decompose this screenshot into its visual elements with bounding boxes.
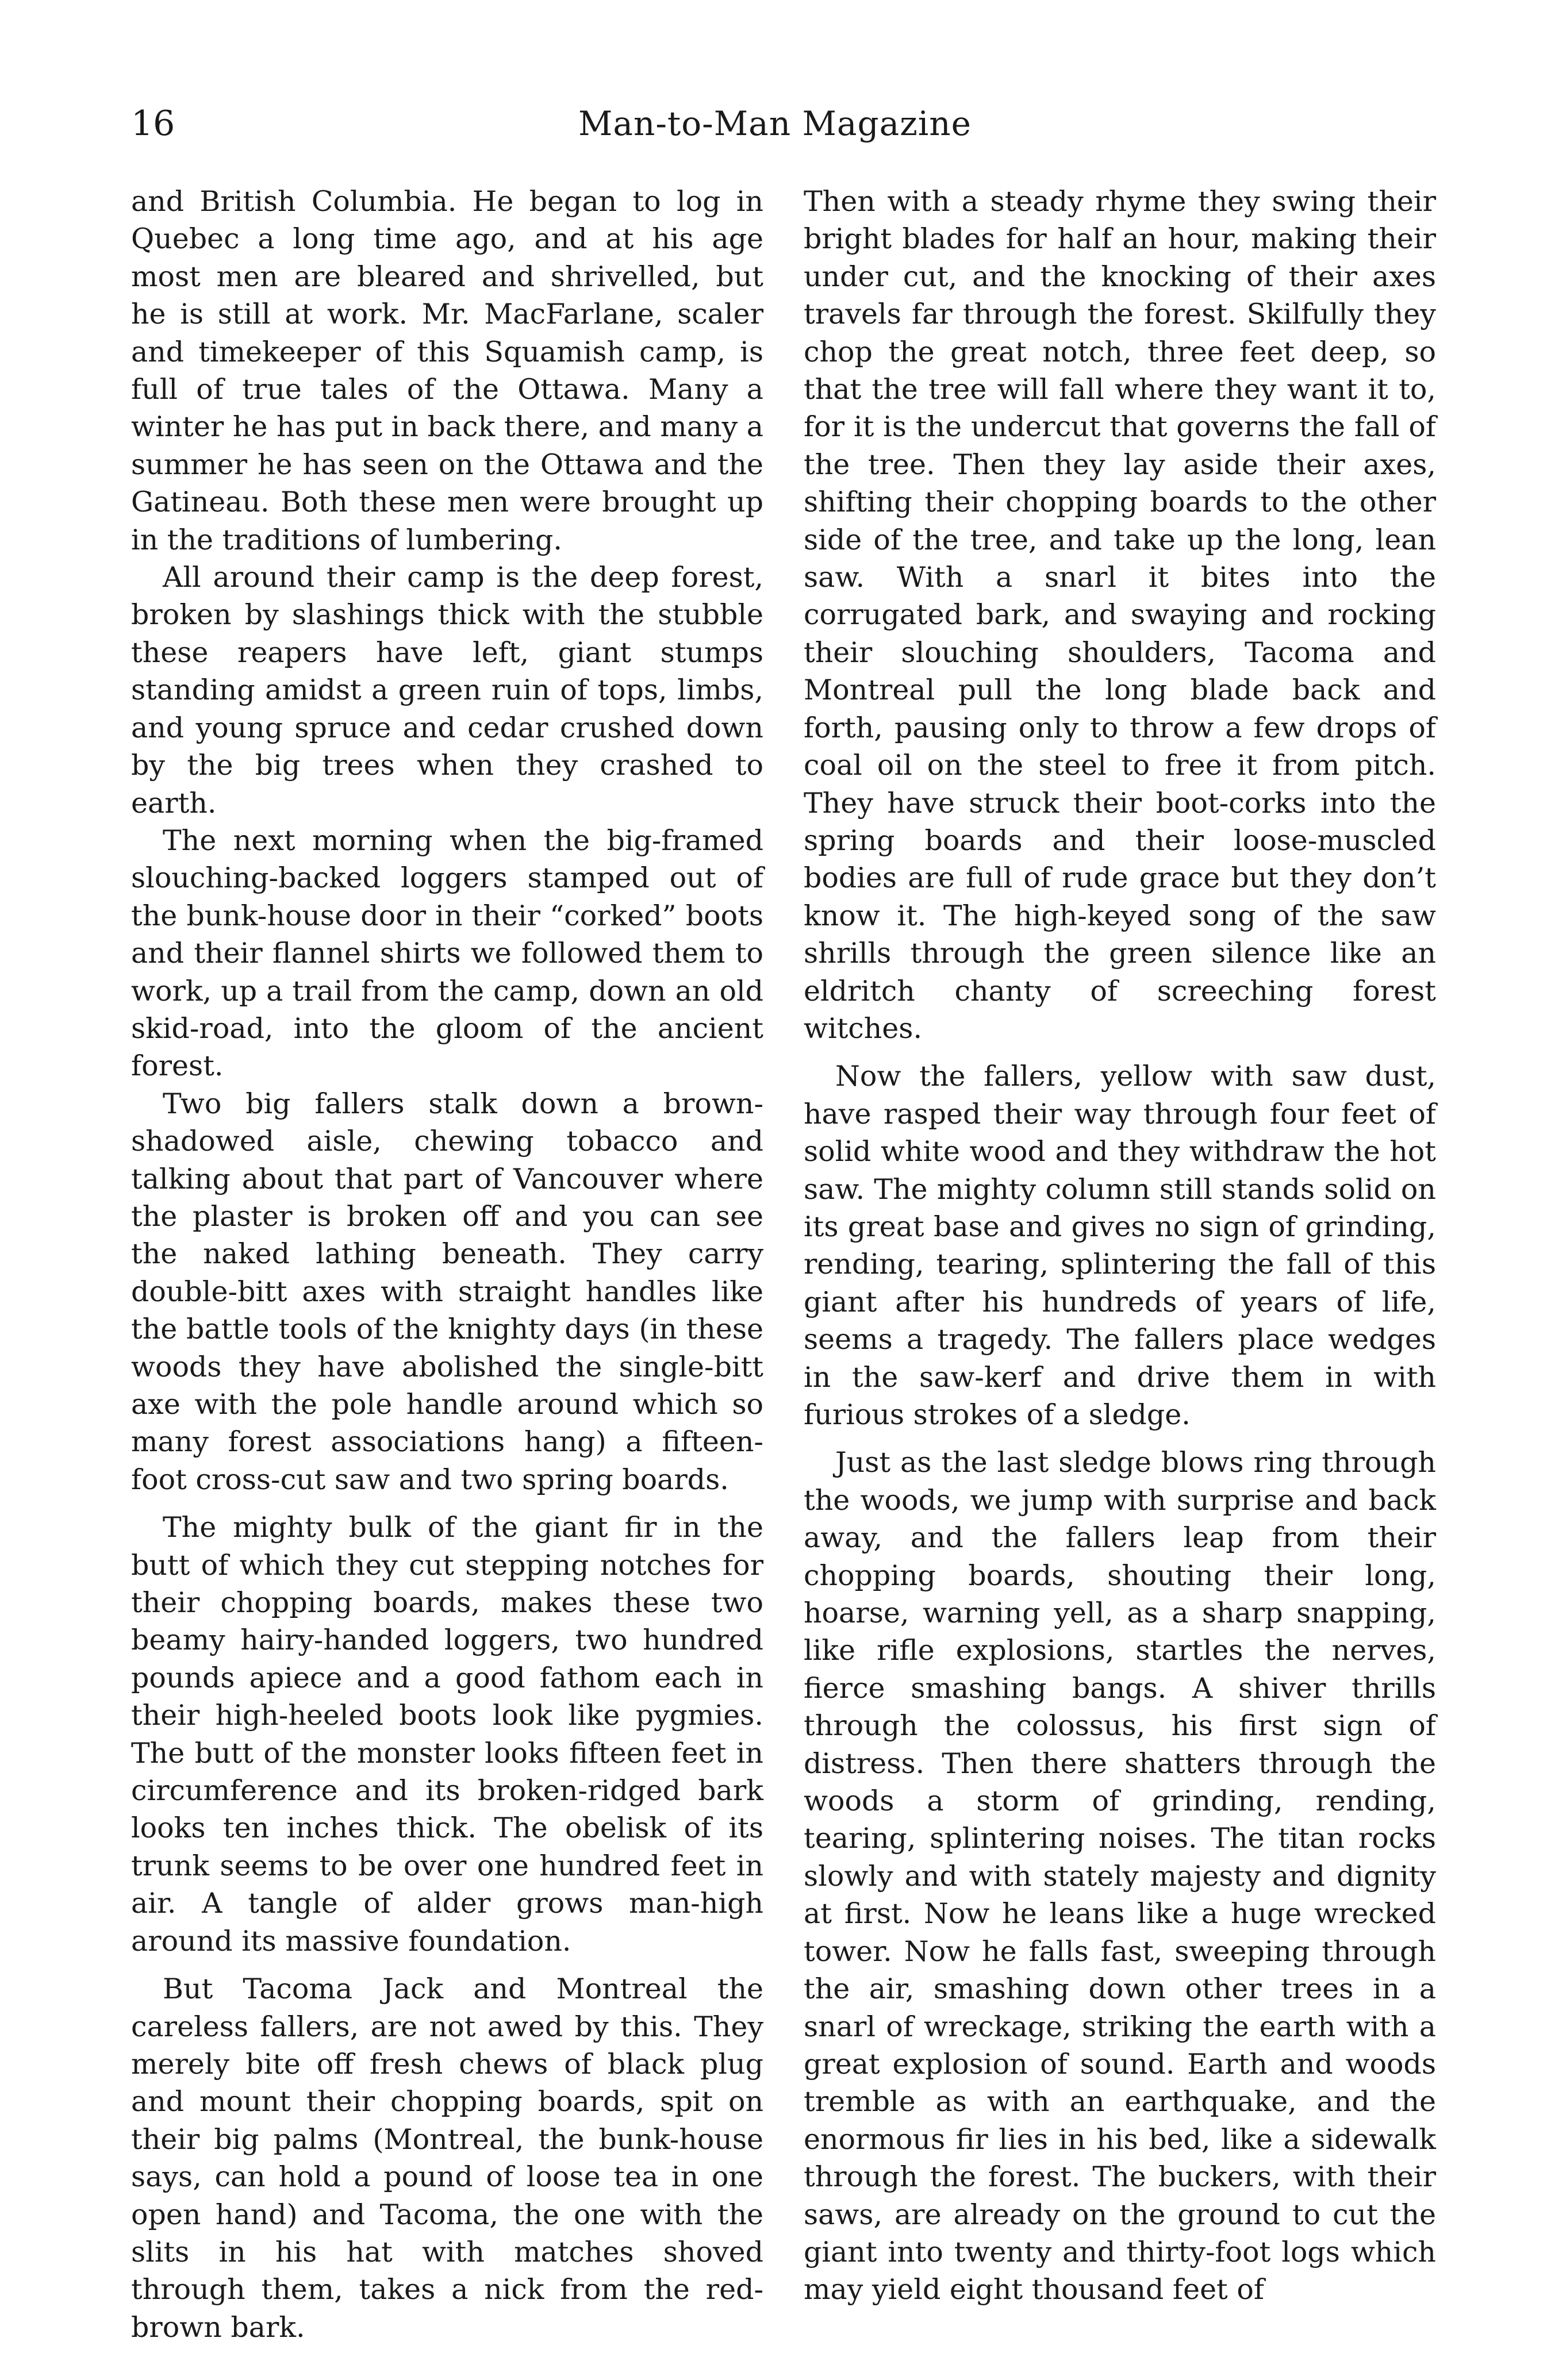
paragraph: Then with a steady rhyme they swing their bright blades for half an hour, making their under cut, and the knocking of their axes travels far through the forest. Skilfully they chop the great notch, three feet deep, so that the tree will fall where they want it to, for it is the undercut that governs the fall of the tree. Then they lay aside their axes, shifting their chopping boards to the other side of the tree, and take up the long, lean saw. With a snarl it bites into the corrugated bark, and swaying and rocking their slouching shoulders, Tacoma and Montreal pull the long blade back and forth, pausing only to throw a few drops of coal oil on the steel to free it from pitch. They have struck their boot-corks into the spring boards and their loose-muscled bodies are full of rude grace but they don’t know it. The high-keyed song of the saw shrills through the green silence like an eldritch chanty of screeching forest witches. (804, 185, 1436, 1045)
running-title: Man-to-Man Magazine (578, 104, 972, 143)
page-header (131, 98, 1419, 149)
paragraph: All around their camp is the deep forest, broken by slashings thick with the stubble these reapers have left, giant stumps standing amidst a green ruin of tops, limbs, and young spruce and cedar crushed down by the big trees when they crashed to earth. (131, 561, 763, 820)
paragraph: and British Columbia. He began to log in Quebec a long time ago, and at his age most men are bleared and shrivelled, but he is still at work. Mr. MacFarlane, scaler and timekeeper of this Squamish camp, is full of true tales of the Ottawa. Many a winter he has put in back there, and many a summer he has seen on the Ottawa and the Gatineau. Both these men were brought up in the traditions of lumbering. (131, 185, 764, 556)
paragraph: Two big fallers stalk down a brown-shadowed aisle, chewing tobacco and talking about that part of Vancouver where the plaster is broken off and you can see the naked lathing beneath. They carry double-bitt axes with straight handles like the battle tools of the knighty days (in these woods they have abolished the single-bitt axe with the pole handle around which so many forest associations hang) a fifteen-foot cross-cut saw and two spring boards. (131, 1087, 763, 1496)
paragraph: Now the fallers, yellow with saw dust, have rasped their way through four feet of solid white wood and they withdraw the hot saw. The mighty column still stands solid on its great base and gives no sign of grinding, rending, tearing, splintering the fall of this giant after his hundreds of years of life, seems a tragedy. The fallers place wedges in the saw-kerf and drive them in with furious strokes of a sledge. (804, 1060, 1436, 1431)
right-column (804, 183, 1436, 2309)
paragraph: The mighty bulk of the giant fir in the butt of which they cut stepping notches for their chopping boards, makes these two beamy hairy-handed loggers, two hundred pounds apiece and a good fathom each in their high-heeled boots look like pygmies. The butt of the monster looks fifteen feet in circumference and its broken-ridged bark looks ten inches thick. The obelisk of its trunk seems to be over one hundred feet in air. A tangle of alder grows man-high around its massive foundation. (131, 1511, 763, 1958)
paragraph: But Tacoma Jack and Montreal the careless fallers, are not awed by this. They merely bite off fresh chews of black plug and mount their chopping boards, spit on their big palms (Montreal, the bunk-house says, can hold a pound of loose tea in one open hand) and Tacoma, the one with the slits in his hat with matches shoved through them, takes a nick from the red-brown bark. (131, 1973, 763, 2344)
paragraph: Just as the last sledge blows ring through the woods, we jump with surprise and back away, and the fallers leap from their chopping boards, shouting their long, hoarse, warning yell, as a sharp snapping, like rifle explosions, startles the nerves, fierce smashing bangs. A shiver thrills through the colossus, his first sign of distress. Then there shatters through the woods a storm of grinding, rending, tearing, splintering noises. The titan rocks slowly and with stately majesty and dignity at first. Now he leans like a huge wrecked tower. Now he falls fast, sweeping through the air, smashing down other trees in a snarl of wreckage, striking the earth with a great explosion of sound. Earth and woods tremble as with an earthquake, and the enormous fir lies in his bed, like a sidewalk through the forest. The buckers, with their saws, are already on the ground to cut the giant into twenty and thirty-foot logs which may yield eight thousand feet of (804, 1446, 1436, 2306)
page-number: 16 (131, 103, 175, 144)
left-column (131, 183, 763, 2346)
paragraph: The next morning when the big-framed slouching-backed loggers stamped out of the bunk-house door in their “corked” boots and their flannel shirts we followed them to work, up a trail from the camp, down an old skid-road, into the gloom of the ancient forest. (131, 824, 763, 1083)
